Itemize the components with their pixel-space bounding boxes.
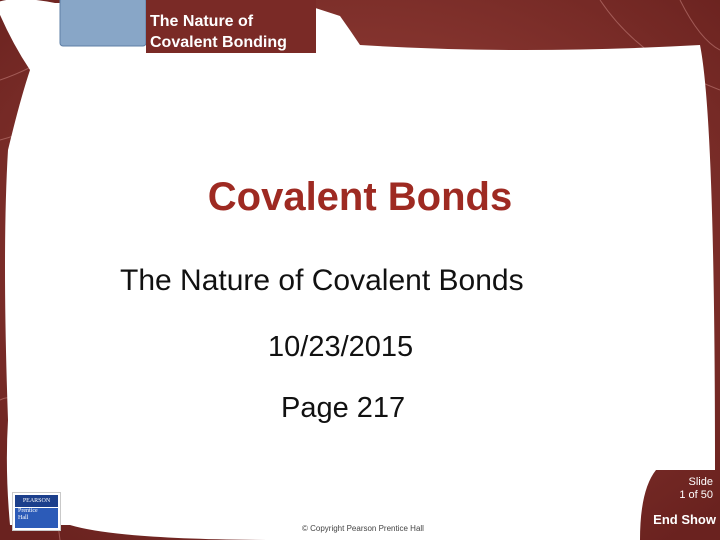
slide-subtitle: The Nature of Covalent Bonds [120,264,524,297]
logo-line2: Hall [18,515,29,521]
header-title-line1: The Nature of [150,13,254,30]
header-title [150,11,287,53]
slide-counter [679,476,713,502]
pearson-logo [12,492,61,531]
slide-count: 1 of 50 [679,489,713,501]
copyright-text: © Copyright Pearson Prentice Hall [302,524,424,533]
next-section-arrow[interactable]: > [316,14,328,36]
slide-title: Covalent Bonds [207,175,513,219]
slide-date: 10/23/2015 [268,331,414,363]
header-title-line2: Covalent Bonding [150,34,287,51]
slide-page: Page 217 [281,392,406,424]
end-show-button[interactable]: End Show [653,512,716,527]
logo-top: PEARSON [15,495,58,507]
logo-bottom [15,508,58,528]
logo-line1: Prentice [18,508,38,514]
slide-label: Slide [688,476,713,488]
